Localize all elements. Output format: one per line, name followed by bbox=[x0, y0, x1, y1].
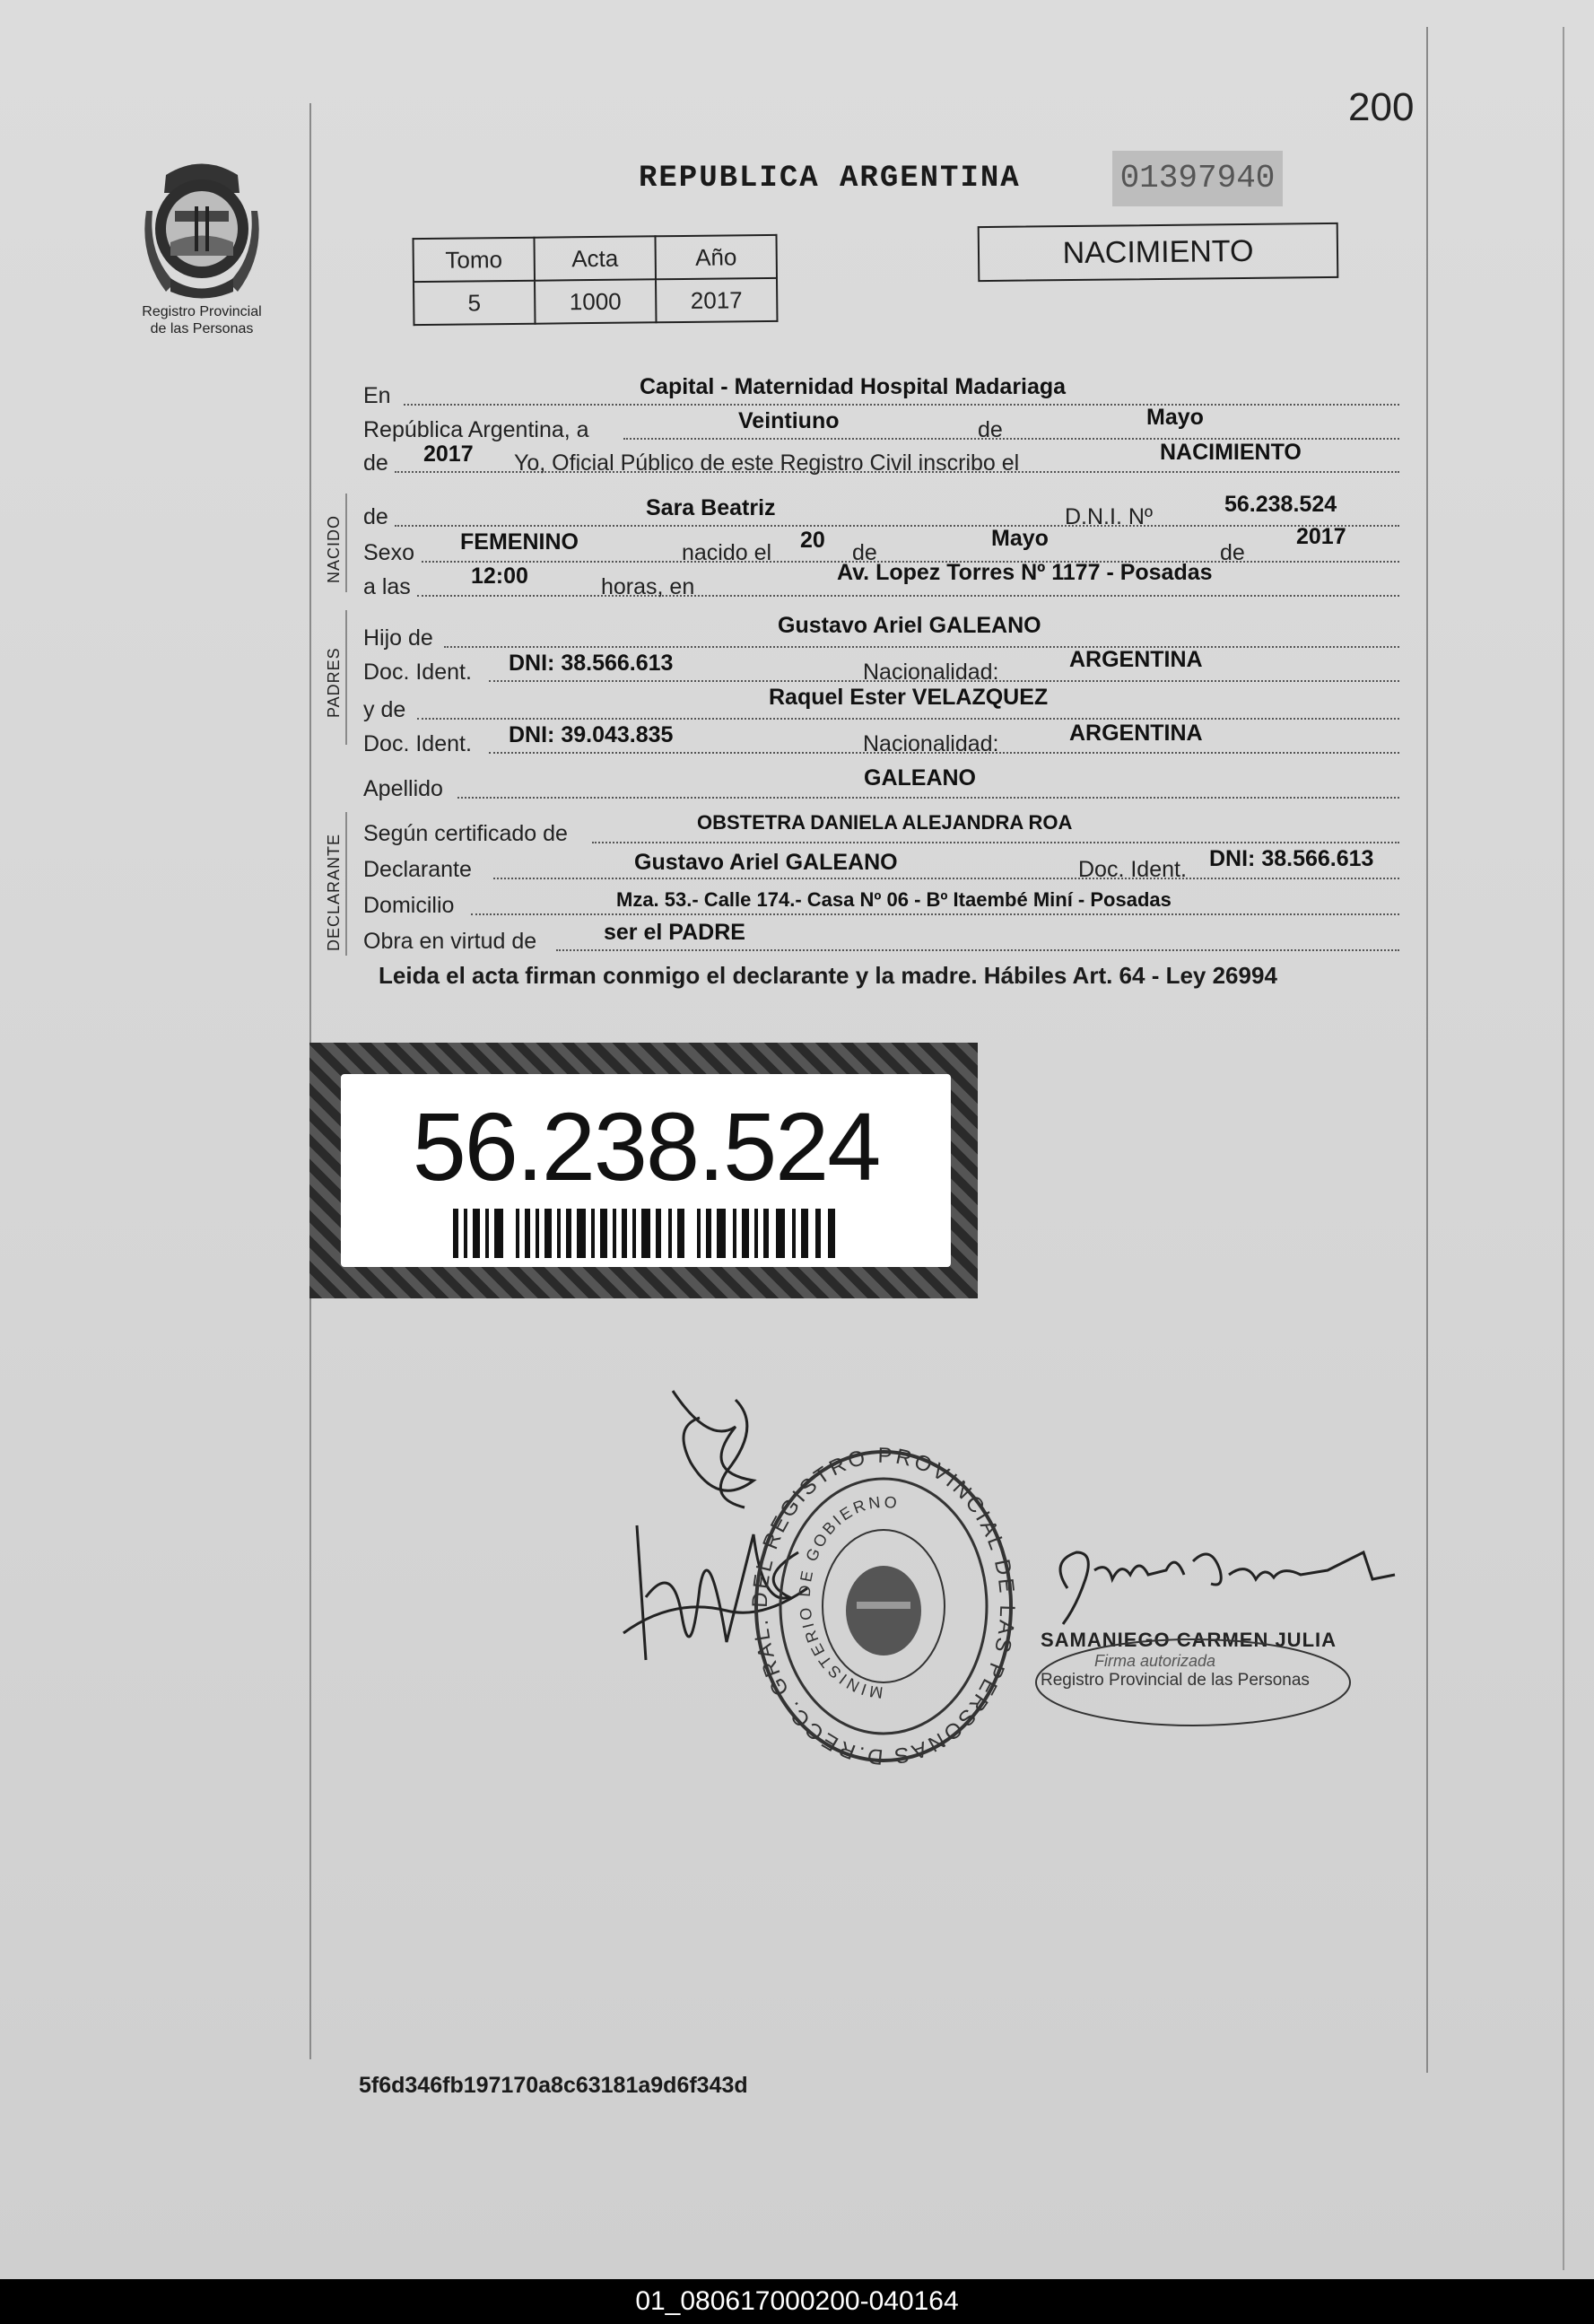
official-seal bbox=[745, 1436, 1023, 1777]
label-apellido: Apellido bbox=[363, 776, 443, 801]
right-margin-line bbox=[1426, 27, 1428, 2073]
value-father-doc: DNI: 38.566.613 bbox=[509, 651, 674, 676]
dni-sticker bbox=[309, 1043, 978, 1298]
dni-sticker-number: 56.238.524 bbox=[412, 1092, 880, 1201]
anio-header: Año bbox=[655, 235, 776, 279]
dotted-rule bbox=[592, 842, 1399, 843]
value-birth-place: Av. Lopez Torres Nº 1177 - Posadas bbox=[837, 560, 1213, 585]
field-line-address bbox=[363, 887, 1399, 919]
label-yo-text: Yo, Oficial Público de este Registro Civil inscribo el bbox=[514, 450, 1020, 476]
field-line-mother-doc bbox=[363, 721, 1399, 757]
dotted-rule bbox=[556, 949, 1399, 951]
section-label-declarante: DECLARANTE bbox=[325, 833, 343, 951]
footer-file-id: 01_080617000200-040164 bbox=[0, 2279, 1594, 2324]
field-line-mother bbox=[363, 685, 1399, 723]
value-address: Mza. 53.- Calle 174.- Casa Nº 06 - Bº Itaembé Miní - Posadas bbox=[616, 888, 1172, 911]
label-hijo-de: Hijo de bbox=[363, 625, 433, 651]
document-hash: 5f6d346fb197170a8c63181a9d6f343d bbox=[359, 2073, 748, 2098]
label-de: de bbox=[978, 417, 1003, 442]
value-birth-day: 20 bbox=[800, 528, 825, 553]
value-place: Capital - Maternidad Hospital Madariaga bbox=[640, 374, 1067, 399]
label-nacido-el: nacido el bbox=[682, 540, 772, 565]
nacido-divider bbox=[345, 494, 347, 592]
label-nacionalidad-mother: Nacionalidad: bbox=[863, 731, 999, 756]
official-signature bbox=[1041, 1534, 1399, 1642]
value-declarant: Gustavo Ariel GALEANO bbox=[634, 850, 898, 875]
value-birth-year: 2017 bbox=[1296, 524, 1346, 549]
value-certificate: OBSTETRA DANIELA ALEJANDRA ROA bbox=[697, 811, 1073, 834]
declarante-divider bbox=[345, 812, 347, 956]
field-line-obra bbox=[363, 922, 1399, 955]
value-declarant-doc: DNI: 38.566.613 bbox=[1209, 846, 1374, 871]
label-de-year: de bbox=[363, 450, 388, 476]
dotted-rule bbox=[457, 797, 1399, 799]
label-doc-ident-mother: Doc. Ident. bbox=[363, 731, 472, 756]
label-de-year-birth: de bbox=[1220, 540, 1245, 565]
label-republica: República Argentina, a bbox=[363, 417, 589, 442]
stamp-oval bbox=[1032, 1633, 1354, 1732]
label-declarante: Declarante bbox=[363, 857, 472, 882]
label-horas-en: horas, en bbox=[601, 574, 695, 599]
label-de-child: de bbox=[363, 504, 388, 529]
value-child-dni: 56.238.524 bbox=[1224, 492, 1337, 517]
field-line-father bbox=[363, 613, 1399, 651]
dotted-rule bbox=[493, 878, 1399, 879]
dotted-rule bbox=[404, 404, 1399, 406]
official-role: Firma autorizada bbox=[1094, 1652, 1216, 1670]
field-line-child-name bbox=[363, 492, 1399, 530]
label-doc-ident: Doc. Ident. bbox=[363, 660, 472, 685]
acta-value: 1000 bbox=[535, 279, 656, 323]
dni-sticker-inner bbox=[341, 1074, 951, 1267]
dotted-rule bbox=[417, 718, 1399, 720]
value-month-reg: Mayo bbox=[1146, 405, 1204, 430]
value-birth-month: Mayo bbox=[991, 526, 1049, 551]
value-sex: FEMENINO bbox=[460, 529, 579, 555]
field-line-en bbox=[363, 374, 1399, 409]
acta-header: Acta bbox=[535, 236, 656, 280]
value-birth-time: 12:00 bbox=[471, 564, 528, 589]
page-edge-line bbox=[1563, 27, 1564, 2270]
label-doc-ident-declarant: Doc. Ident. bbox=[1078, 857, 1187, 882]
field-line-time-place bbox=[363, 560, 1399, 600]
value-mother-doc: DNI: 39.043.835 bbox=[509, 722, 674, 747]
label-domicilio: Domicilio bbox=[363, 893, 455, 918]
value-surname: GALEANO bbox=[864, 765, 976, 791]
logo-caption-line2: de las Personas bbox=[150, 321, 254, 336]
barcode bbox=[453, 1209, 839, 1258]
official-org: Registro Provincial de las Personas bbox=[1041, 1671, 1310, 1690]
document-type-box: NACIMIENTO bbox=[978, 223, 1339, 282]
registry-table-values bbox=[414, 278, 777, 325]
tomo-value: 5 bbox=[414, 281, 535, 325]
value-father-name: Gustavo Ariel GALEANO bbox=[778, 613, 1041, 638]
province-emblem-logo bbox=[139, 157, 265, 301]
value-mother-name: Raquel Ester VELAZQUEZ bbox=[769, 685, 1049, 710]
padres-divider bbox=[345, 610, 347, 745]
closing-note: Leida el acta firman conmigo el declarante y la madre. Hábiles Art. 64 - Ley 26994 bbox=[379, 962, 1277, 989]
label-obra: Obra en virtud de bbox=[363, 929, 537, 954]
value-child-name: Sara Beatriz bbox=[646, 495, 776, 520]
seal-outer-text: D.RECC. GRAL. DEL REGISTRO PROVINCIAL DE LAS PERSONAS bbox=[747, 1443, 1020, 1769]
registry-logo-caption bbox=[117, 303, 287, 337]
field-line-date-words bbox=[363, 405, 1399, 443]
registry-table bbox=[412, 234, 778, 326]
value-act-type: NACIMIENTO bbox=[1160, 440, 1302, 465]
registry-table-header bbox=[414, 235, 777, 282]
label-dni: D.N.I. Nº bbox=[1065, 504, 1154, 529]
section-label-padres: PADRES bbox=[325, 647, 343, 718]
field-line-certificate bbox=[363, 811, 1399, 847]
page-number: 200 bbox=[1348, 85, 1415, 129]
label-en: En bbox=[363, 383, 391, 408]
value-obra: ser el PADRE bbox=[604, 920, 745, 945]
serial-number: 01397940 bbox=[1112, 151, 1283, 206]
dotted-rule bbox=[471, 913, 1399, 915]
field-line-inscribo bbox=[363, 440, 1399, 476]
logo-caption-line1: Registro Provincial bbox=[142, 304, 262, 319]
official-name: SAMANIEGO CARMEN JULIA bbox=[1041, 1629, 1337, 1651]
value-day-words: Veintiuno bbox=[738, 408, 840, 433]
dotted-rule bbox=[444, 646, 1399, 648]
seal-inner-text: MINISTERIO DE GOBIERNO bbox=[795, 1492, 901, 1702]
label-segun: Según certificado de bbox=[363, 821, 568, 846]
label-nacionalidad: Nacionalidad: bbox=[863, 660, 999, 685]
tomo-header: Tomo bbox=[414, 238, 535, 282]
value-year-reg: 2017 bbox=[423, 441, 474, 467]
field-line-surname bbox=[363, 765, 1399, 802]
country-title: REPUBLICA ARGENTINA bbox=[639, 162, 1021, 196]
dotted-rule bbox=[417, 595, 1399, 597]
label-de-month: de bbox=[852, 540, 877, 565]
section-label-nacido: NACIDO bbox=[325, 514, 343, 583]
label-a-las: a las bbox=[363, 574, 411, 599]
anio-value: 2017 bbox=[656, 278, 777, 322]
value-mother-nationality: ARGENTINA bbox=[1069, 721, 1203, 746]
label-sexo: Sexo bbox=[363, 540, 414, 565]
field-line-declarant bbox=[363, 846, 1399, 883]
field-line-father-doc bbox=[363, 647, 1399, 686]
dotted-rule bbox=[395, 525, 1399, 527]
label-y-de: y de bbox=[363, 697, 406, 722]
value-father-nationality: ARGENTINA bbox=[1069, 647, 1203, 672]
